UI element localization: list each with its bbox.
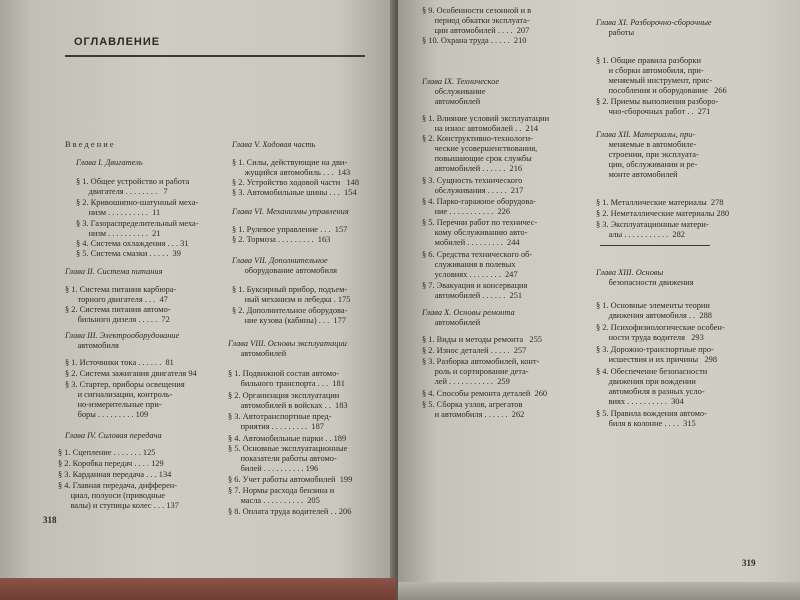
toc-entry: масла . . . . . . . . . . 205 <box>228 496 320 505</box>
toc-entry: § 5. Сборка узлов, агрегатов <box>422 400 523 409</box>
toc-entry: показатели работы автомо- <box>228 454 337 463</box>
toc-entry: ние . . . . . . . . . . . 226 <box>422 207 511 216</box>
toc-entry: работы <box>596 28 635 37</box>
toc-entry: условиях . . . . . . . . 247 <box>422 270 518 279</box>
toc-chapter-heading: Глава X. Основы ремонта <box>422 308 515 317</box>
toc-entry: § 4. Обеспечение безопасности <box>596 367 708 376</box>
toc-entry: § 1. Источники тока . . . . . . 81 <box>65 358 174 367</box>
toc-entry: § 1. Общее устройство и работа <box>76 177 190 186</box>
toc-entry: § 2. Коробка передач . . . . 129 <box>58 459 164 468</box>
toc-entry: низм . . . . . . . . . . 21 <box>76 229 161 238</box>
toc-entry: § 1. Общие правила разборки <box>596 56 701 65</box>
toc-entry: бильного дизеля . . . . . 72 <box>65 315 170 324</box>
toc-chapter-heading: Глава XII. Материалы, при- <box>596 130 696 139</box>
toc-entry: валы) и ступицы колес . . . 137 <box>58 501 179 510</box>
toc-entry: § 9. Особенности сезонной и в <box>422 6 532 15</box>
toc-entry: § 3. Карданная передача . . . 134 <box>58 470 172 479</box>
toc-entry: § 7. Эвакуация и консервация <box>422 281 528 290</box>
toc-entry: торного двигателя . . . 47 <box>65 295 168 304</box>
toc-entry: ности труда водителя 293 <box>596 333 704 342</box>
toc-entry: чно-сборочных работ . . 271 <box>596 107 711 116</box>
toc-entry: В в е д е н и е <box>65 140 114 149</box>
toc-entry: § 3. Автотранспортные пред- <box>228 412 332 421</box>
toc-entry: пособления и оборудование 266 <box>596 86 727 95</box>
toc-entry: § 2. Неметаллические материалы 280 <box>596 209 730 218</box>
toc-entry: и сигнализации, контроль- <box>65 390 173 399</box>
book-cover-edge <box>0 578 396 600</box>
toc-entry: § 3. Эксплуатационные матери- <box>596 220 709 229</box>
toc-entry: § 1. Влияние условий эксплуатации <box>422 114 550 123</box>
toc-entry: § 2. Система зажигания двигателя 94 <box>65 369 197 378</box>
toc-entry: § 1. Виды и методы ремонта 255 <box>422 335 542 344</box>
toc-entry: § 1. Металлические материалы 278 <box>596 198 724 207</box>
toc-entry: § 1. Система питания карбюра- <box>65 285 177 294</box>
toc-entry: ции, обслуживании и ре- <box>596 160 698 169</box>
toc-entry: § 3. Разборка автомобилей, конт- <box>422 357 540 366</box>
toc-entry: ние кузова (кабины) . . . 177 <box>232 316 346 325</box>
toc-entry: алы . . . . . . . . . . . 282 <box>596 230 685 239</box>
toc-entry: и автомобиля . . . . . . 262 <box>422 410 525 419</box>
toc-entry: автомобилей <box>422 97 481 106</box>
toc-entry: меняемые в автомобиле- <box>596 140 697 149</box>
toc-entry: приятия . . . . . . . . . 187 <box>228 422 324 431</box>
toc-entry: боры . . . . . . . . . 109 <box>65 410 149 419</box>
toc-entry: § 2. Организация эксплуатации <box>228 391 340 400</box>
toc-entry: § 1. Сцепление . . . . . . . 125 <box>58 448 156 457</box>
toc-chapter-heading: Глава IX. Техническое <box>422 77 500 86</box>
table-surface <box>398 582 800 600</box>
toc-entry: § 2. Износ деталей . . . . . 257 <box>422 346 527 355</box>
toc-entry: автомобилей <box>422 318 481 327</box>
toc-entry: § 5. Система смазки . . . . . 39 <box>76 249 181 258</box>
page-number-left: 318 <box>43 515 57 525</box>
toc-entry: автомобилей <box>228 349 287 358</box>
toc-entry: автомобилей . . . . . . 251 <box>422 291 523 300</box>
toc-entry: движения при вождении <box>596 377 696 386</box>
right-page <box>398 0 800 600</box>
toc-entry: исшествия и их причины 298 <box>596 355 718 364</box>
toc-chapter-heading: Глава II. Система питания <box>65 267 163 276</box>
toc-chapter-heading: Глава III. Электрооборудование <box>65 331 180 340</box>
toc-chapter-heading: Глава VI. Механизмы управления <box>232 207 349 216</box>
toc-entry: § 4. Автомобильные парки . . 189 <box>228 434 347 443</box>
page-number-right: 319 <box>742 558 756 568</box>
toc-entry: но-измерительные при- <box>65 400 162 409</box>
toc-entry: § 2. Система питания автомо- <box>65 305 171 314</box>
toc-entry: движения автомобиля . . 288 <box>596 311 712 320</box>
toc-entry: § 5. Перечни работ по техничес- <box>422 218 538 227</box>
toc-entry: оборудование автомобиля <box>232 266 338 275</box>
toc-entry: жущийся автомобиль . . . 143 <box>232 168 351 177</box>
toc-entry: безопасности движения <box>596 278 694 287</box>
toc-chapter-heading: Глава XIII. Основы <box>596 268 664 277</box>
toc-entry: § 8. Оплата труда водителей . . 206 <box>228 507 352 516</box>
toc-entry: § 3. Сущность технического <box>422 176 523 185</box>
toc-entry: низм . . . . . . . . . . 11 <box>76 208 161 217</box>
toc-entry: § 3. Дорожно-транспортные про- <box>596 345 714 354</box>
toc-entry: монте автомобилей <box>596 170 678 179</box>
toc-entry: § 10. Охрана труда . . . . . 210 <box>422 36 527 45</box>
toc-entry: § 4. Система охлаждения . . . 31 <box>76 239 189 248</box>
toc-entry: лей . . . . . . . . . . . 259 <box>422 377 510 386</box>
toc-entry: циал, полуоси (приводные <box>58 491 165 500</box>
toc-entry: служивания в полевых <box>422 260 516 269</box>
toc-entry: § 4. Способы ремонта деталей 260 <box>422 389 548 398</box>
toc-entry: § 2. Дополнительное оборудова- <box>232 306 348 315</box>
toc-entry: § 5. Правила вождения автомо- <box>596 409 707 418</box>
toc-chapter-heading: Глава XI. Разборочно-сборочные <box>596 18 712 27</box>
toc-entry: § 5. Основные эксплуатационные <box>228 444 348 453</box>
toc-entry: § 2. Устройство ходовой части 148 <box>232 178 360 187</box>
toc-chapter-heading: Глава VII. Дополнительное <box>232 256 328 265</box>
page-title: ОГЛАВЛЕНИЕ <box>74 36 161 48</box>
toc-entry: автомобилей в войсках . . 183 <box>228 401 348 410</box>
toc-entry: § 1. Буксирный прибор, подъем- <box>232 285 348 294</box>
toc-entry: § 2. Психофизиологические особен- <box>596 323 725 332</box>
toc-entry: бильного транспорта . . . 181 <box>228 379 345 388</box>
toc-entry: двигателя . . . . . . . . 7 <box>76 187 168 196</box>
toc-entry: автомобилей . . . . . . 216 <box>422 164 523 173</box>
toc-entry: мобилей . . . . . . . . . 244 <box>422 238 520 247</box>
toc-entry: на износ автомобилей . . 214 <box>422 124 539 133</box>
toc-entry: кому обслуживанию авто- <box>422 228 528 237</box>
toc-entry: автомобиля в разных усло- <box>596 387 705 396</box>
toc-entry: § 2. Кривошипно-шатунный меха- <box>76 198 199 207</box>
toc-entry: обслуживания . . . . . 217 <box>422 186 524 195</box>
toc-entry: § 2. Приемы выполнения разборо- <box>596 97 719 106</box>
toc-entry: § 7. Нормы расхода бензина и <box>228 486 335 495</box>
toc-entry: § 6. Средства технического об- <box>422 250 533 259</box>
toc-entry: виях . . . . . . . . . . 304 <box>596 397 684 406</box>
toc-entry: § 3. Автомобильные шины . . . 154 <box>232 188 357 197</box>
toc-entry: § 2. Конструктивно-технологи- <box>422 134 533 143</box>
toc-chapter-heading: Глава V. Ходовая часть <box>232 140 316 149</box>
toc-entry: роль и сортирование дета- <box>422 367 529 376</box>
toc-entry: § 2. Тормоза . . . . . . . . . 163 <box>232 235 331 244</box>
left-page <box>0 0 396 600</box>
toc-entry: § 1. Силы, действующие на дви- <box>232 158 348 167</box>
toc-entry: повышающие срок службы <box>422 154 532 163</box>
toc-entry: § 1. Основные элементы теории <box>596 301 710 310</box>
toc-entry: и сборки автомобиля, при- <box>596 66 704 75</box>
toc-entry: § 1. Подвижной состав автомо- <box>228 369 340 378</box>
toc-entry: § 4. Парко-гаражное оборудова- <box>422 197 536 206</box>
toc-entry: § 6. Учет работы автомобилей 199 <box>228 475 353 484</box>
toc-entry: меняемый инструмент, прис- <box>596 76 713 85</box>
toc-entry: билей . . . . . . . . . . 196 <box>228 464 319 473</box>
toc-entry: ческие усовершенствования, <box>422 144 538 153</box>
toc-chapter-heading: Глава VIII. Основы эксплуатации <box>228 339 347 348</box>
toc-entry: период обкатки эксплуата- <box>422 16 530 25</box>
toc-entry: § 4. Главная передача, дифферен- <box>58 481 178 490</box>
toc-entry: строении, при эксплуата- <box>596 150 699 159</box>
toc-entry: ный механизм и лебедка . 175 <box>232 295 351 304</box>
toc-entry: ции автомобилей . . . . 207 <box>422 26 530 35</box>
toc-chapter-heading: Глава I. Двигатель <box>76 158 143 167</box>
toc-chapter-heading: Глава IV. Силовая передача <box>65 431 162 440</box>
toc-entry: § 3. Газораспределительный меха- <box>76 219 199 228</box>
toc-entry: обслуживание <box>422 87 486 96</box>
toc-entry: § 1. Рулевое управление . . . 157 <box>232 225 348 234</box>
toc-entry: автомобиля <box>65 341 119 350</box>
toc-entry: § 3. Стартер, приборы освещения <box>65 380 185 389</box>
toc-entry: биля в колонне . . . . 315 <box>596 419 696 428</box>
chapter-rule <box>600 245 710 246</box>
title-rule <box>65 55 365 57</box>
